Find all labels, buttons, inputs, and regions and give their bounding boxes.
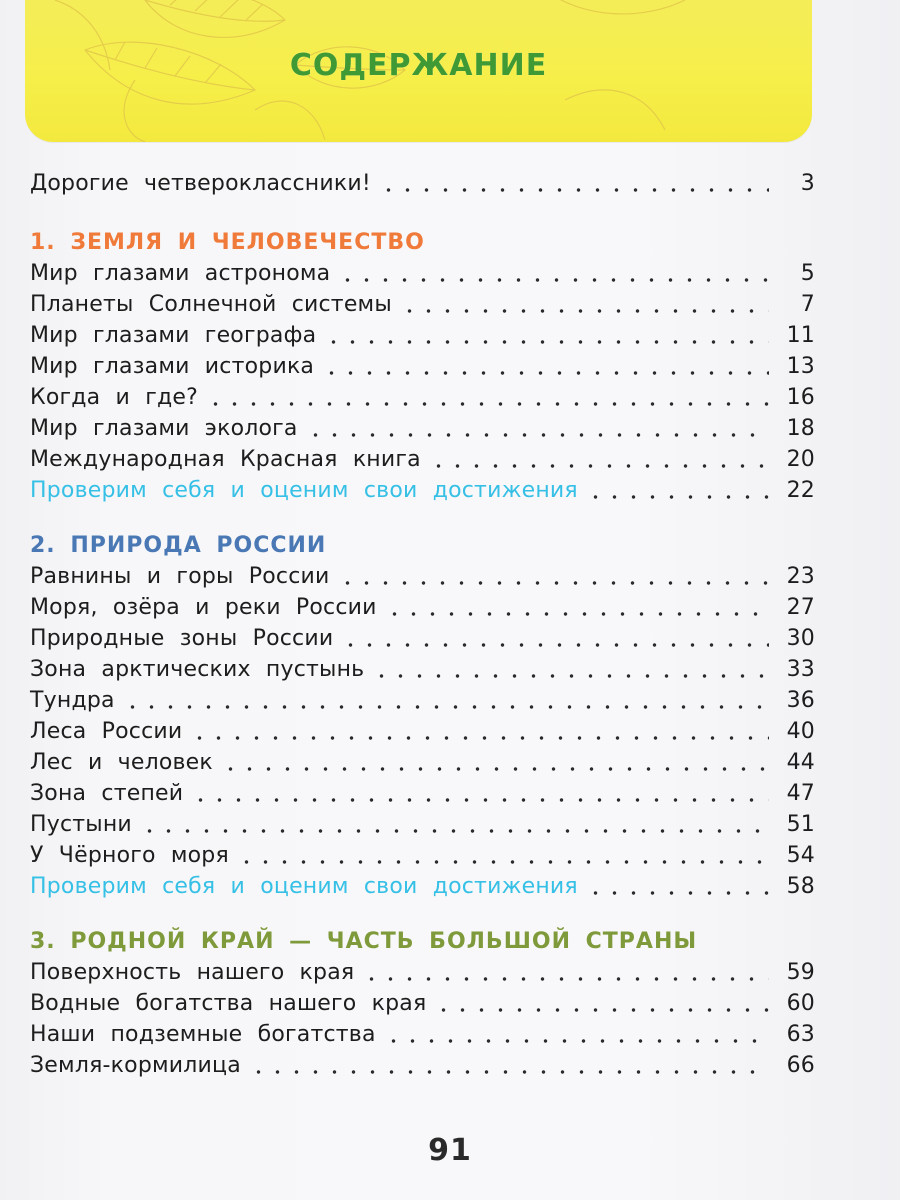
- dot-leader: [237, 843, 769, 865]
- toc-entry-title: Когда и где?: [30, 385, 198, 410]
- toc-entry-intro[interactable]: [30, 168, 815, 199]
- section-2-list: [30, 561, 815, 902]
- toc-entry[interactable]: [30, 258, 815, 289]
- toc-entry-page: 44: [786, 750, 815, 775]
- toc-entry-page: 16: [786, 385, 815, 410]
- dot-leader: [206, 385, 769, 407]
- section-1-list: [30, 258, 815, 506]
- toc-entry-page: 66: [786, 1053, 815, 1078]
- toc-entry-title: Леса России: [30, 719, 183, 744]
- toc-entry-page: 36: [786, 688, 815, 713]
- toc-entry-page: 58: [786, 874, 815, 899]
- dot-leader: [338, 564, 770, 586]
- dot-leader: [385, 595, 769, 617]
- toc-entry[interactable]: [30, 320, 815, 351]
- toc-entry-page: 13: [786, 354, 815, 379]
- toc-entry-page: 23: [786, 564, 815, 589]
- dot-leader: [322, 354, 769, 376]
- toc-entry-page: 18: [786, 416, 815, 441]
- toc-entry-title: Зона степей: [30, 781, 184, 806]
- dot-leader: [586, 874, 769, 896]
- toc-entry-title: Водные богатства нашего края: [30, 991, 427, 1016]
- dot-leader: [221, 750, 769, 772]
- toc-entry-self-check[interactable]: [30, 871, 815, 902]
- toc-entry[interactable]: [30, 988, 815, 1019]
- toc-entry-title: Проверим себя и оценим свои достижения: [30, 478, 578, 503]
- dot-leader: [362, 960, 769, 982]
- toc-entry-title: Моря, озёра и реки России: [30, 595, 377, 620]
- dot-leader: [249, 1053, 769, 1075]
- toc-entry[interactable]: [30, 840, 815, 871]
- toc-entry-title: Международная Красная книга: [30, 447, 421, 472]
- toc-entry-page: 54: [786, 843, 815, 868]
- section-heading-1: 1. ЗЕМЛЯ И ЧЕЛОВЕЧЕСТВО: [30, 230, 425, 255]
- dot-leader: [379, 171, 769, 193]
- toc-entry[interactable]: [30, 809, 815, 840]
- toc-entry[interactable]: [30, 685, 815, 716]
- toc-entry-page: 30: [786, 626, 815, 651]
- toc-entry-title: Проверим себя и оценим свои достижения: [30, 874, 578, 899]
- page-number: 91: [428, 1133, 472, 1168]
- toc-entry-title: Природные зоны России: [30, 626, 334, 651]
- header-banner: [25, 0, 812, 142]
- toc-entry-title: Наши подземные богатства: [30, 1022, 376, 1047]
- toc-entry-page: 22: [786, 478, 815, 503]
- toc-entry-page: 51: [786, 812, 815, 837]
- dot-leader: [191, 781, 769, 803]
- toc-entry-title: Тундра: [30, 688, 115, 713]
- toc-entry-page: 20: [786, 447, 815, 472]
- table-of-contents: [30, 168, 815, 1081]
- toc-entry-title: У Чёрного моря: [30, 843, 229, 868]
- toc-entry-title: Поверхность нашего края: [30, 960, 355, 985]
- toc-entry[interactable]: [30, 592, 815, 623]
- dot-leader: [338, 261, 769, 283]
- toc-entry-title: Мир глазами историка: [30, 354, 315, 379]
- toc-entry-page: 63: [786, 1022, 815, 1047]
- toc-entry[interactable]: [30, 778, 815, 809]
- toc-entry[interactable]: [30, 1050, 815, 1081]
- toc-entry-title: Равнины и горы России: [30, 564, 330, 589]
- toc-entry-title: Дорогие четвероклассники!: [30, 171, 371, 196]
- toc-entry[interactable]: [30, 289, 815, 320]
- dot-leader: [586, 478, 769, 500]
- toc-entry[interactable]: [30, 561, 815, 592]
- toc-entry-title: Лес и человек: [30, 750, 213, 775]
- dot-leader: [190, 719, 769, 741]
- toc-entry[interactable]: [30, 444, 815, 475]
- toc-entry-title: Зона арктических пустынь: [30, 657, 365, 682]
- toc-entry-page: 11: [786, 323, 815, 348]
- toc-entry-page: 7: [800, 292, 815, 317]
- toc-entry-page: 33: [786, 657, 815, 682]
- toc-entry-title: Земля-кормилица: [30, 1053, 241, 1078]
- dot-leader: [384, 1022, 769, 1044]
- toc-entry[interactable]: [30, 957, 815, 988]
- toc-entry[interactable]: [30, 1019, 815, 1050]
- toc-entry-page: 3: [800, 171, 815, 196]
- toc-entry-title: Пустыни: [30, 812, 132, 837]
- dot-leader: [341, 626, 769, 648]
- toc-entry[interactable]: [30, 716, 815, 747]
- dot-leader: [123, 688, 769, 710]
- section-heading-3: 3. РОДНОЙ КРАЙ — ЧАСТЬ БОЛЬШОЙ СТРАНЫ: [30, 929, 698, 954]
- dot-leader: [400, 292, 769, 314]
- toc-entry[interactable]: [30, 747, 815, 778]
- toc-entry[interactable]: [30, 623, 815, 654]
- toc-entry-title: Мир глазами географа: [30, 323, 317, 348]
- dot-leader: [429, 447, 769, 469]
- dot-leader: [434, 991, 769, 1013]
- dot-leader: [372, 657, 769, 679]
- toc-entry-title: Мир глазами эколога: [30, 416, 298, 441]
- toc-entry-self-check[interactable]: [30, 475, 815, 506]
- section-heading-2: 2. ПРИРОДА РОССИИ: [30, 533, 327, 558]
- page-title: СОДЕРЖАНИЕ: [289, 48, 548, 83]
- dot-leader: [140, 812, 769, 834]
- toc-entry-title: Планеты Солнечной системы: [30, 292, 392, 317]
- toc-entry-page: 27: [786, 595, 815, 620]
- toc-entry[interactable]: [30, 413, 815, 444]
- section-3-list: [30, 957, 815, 1081]
- dot-leader: [324, 323, 769, 345]
- toc-entry-page: 59: [786, 960, 815, 985]
- toc-entry[interactable]: [30, 382, 815, 413]
- dot-leader: [306, 416, 769, 438]
- toc-entry-page: 47: [786, 781, 815, 806]
- toc-entry-title: Мир глазами астронома: [30, 261, 331, 286]
- toc-entry-page: 5: [800, 261, 815, 286]
- toc-entry[interactable]: [30, 654, 815, 685]
- toc-entry-page: 60: [786, 991, 815, 1016]
- toc-entry[interactable]: [30, 351, 815, 382]
- toc-entry-page: 40: [786, 719, 815, 744]
